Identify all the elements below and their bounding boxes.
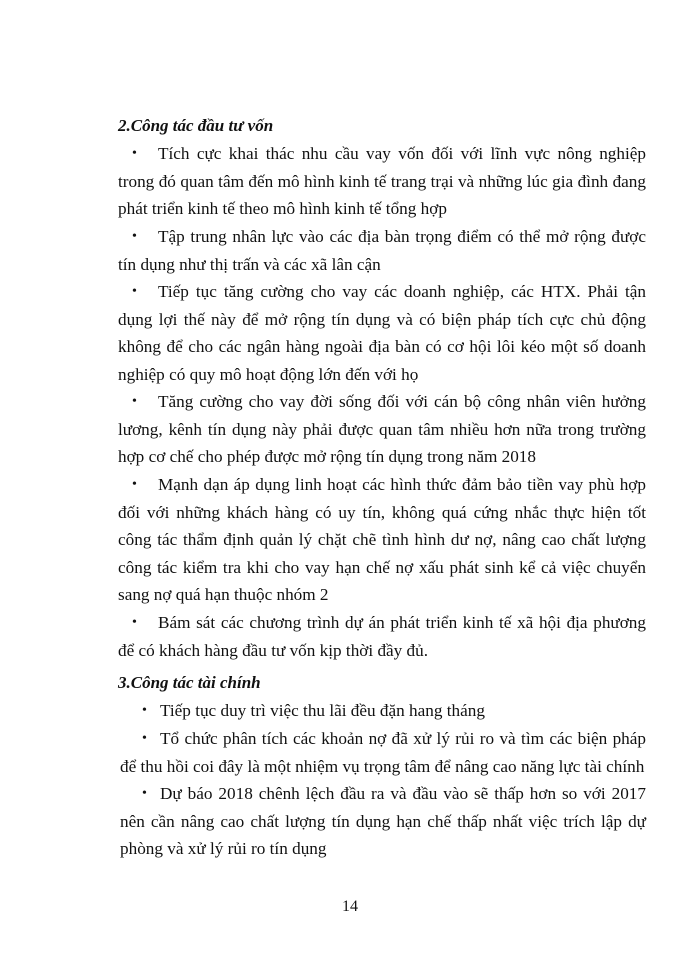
bullet-item xyxy=(118,140,646,223)
section-heading-investment: 2.Công tác đầu tư vốn xyxy=(118,116,274,135)
bullet-icon: • xyxy=(132,615,137,630)
bullet-icon: • xyxy=(142,703,147,718)
bullet-text: Tập trung nhân lực vào các địa bàn trọng điểm có thể mở rộng được tín dụng như thị trấn và các xã lân cận xyxy=(118,227,646,274)
bullet-icon: • xyxy=(132,146,137,161)
bullet-text: Tiếp tục duy trì việc thu lãi đều đặn hang tháng xyxy=(160,701,485,720)
bullet-item xyxy=(120,697,646,725)
bullet-item xyxy=(120,725,646,780)
bullet-icon: • xyxy=(132,394,137,409)
bullet-item xyxy=(118,223,646,278)
bullet-text: Bám sát các chương trình dự án phát triển kinh tế xã hội địa phương để có khách hàng đầu tư vốn kịp thời đầy đủ. xyxy=(118,613,646,660)
page-number: 14 xyxy=(342,898,358,915)
bullet-icon: • xyxy=(142,786,147,801)
bullet-icon: • xyxy=(142,731,147,746)
bullet-item xyxy=(118,471,646,609)
bullet-icon: • xyxy=(132,229,137,244)
bullet-text: Tích cực khai thác nhu cầu vay vốn đối với lĩnh vực nông nghiệp trong đó quan tâm đến mô hình kinh tế trang trại và những lúc gia đình đang phát triển kinh tế theo mô hình kinh tế tổng hợp xyxy=(118,144,646,219)
bullet-item xyxy=(118,278,646,388)
bullet-item xyxy=(118,609,646,664)
bullet-text: Tiếp tục tăng cường cho vay các doanh nghiệp, các HTX. Phải tận dụng lợi thế này để mở rộng tín dụng và có biện pháp tích cực chủ động không để cho các ngân hàng ngoài địa bàn có cơ hội lôi kéo một số doanh nghiệp có quy mô hoạt động lớn đến với họ xyxy=(118,282,646,384)
bullet-text: Mạnh dạn áp dụng linh hoạt các hình thức đảm bảo tiền vay phù hợp đối với những khách hàng có uy tín, không quá cứng nhắc thực hiện tốt công tác thẩm định quản lý chặt chẽ tình hình dư nợ, nâng cao chất lượng công tác kiểm tra khi cho vay hạn chế nợ xấu phát sinh kể cả việc chuyển sang nợ quá hạn thuộc nhóm 2 xyxy=(118,475,646,605)
bullet-item xyxy=(118,388,646,471)
bullet-text: Dự báo 2018 chênh lệch đầu ra và đầu vào sẽ thấp hơn so với 2017 nên cần nâng cao chất lượng tín dụng hạn chế thấp nhất việc trích lập dự phòng và xử lý rủi ro tín dụng xyxy=(120,784,646,859)
bullet-text: Tăng cường cho vay đời sống đối với cán bộ công nhân viên hưởng lương, kênh tín dụng này phải được quan tâm nhiều hơn nữa trong trường hợp cơ chế cho phép được mở rộng tín dụng trong năm 2018 xyxy=(118,392,646,467)
bullet-icon: • xyxy=(132,284,137,299)
bullet-icon: • xyxy=(132,477,137,492)
bullet-text: Tổ chức phân tích các khoản nợ đã xử lý rủi ro và tìm các biện pháp để thu hồi coi đây là một nhiệm vụ trọng tâm để nâng cao năng lực tài chính xyxy=(120,729,646,776)
section-heading-finance: 3.Công tác tài chính xyxy=(118,673,261,692)
bullet-item xyxy=(120,780,646,863)
